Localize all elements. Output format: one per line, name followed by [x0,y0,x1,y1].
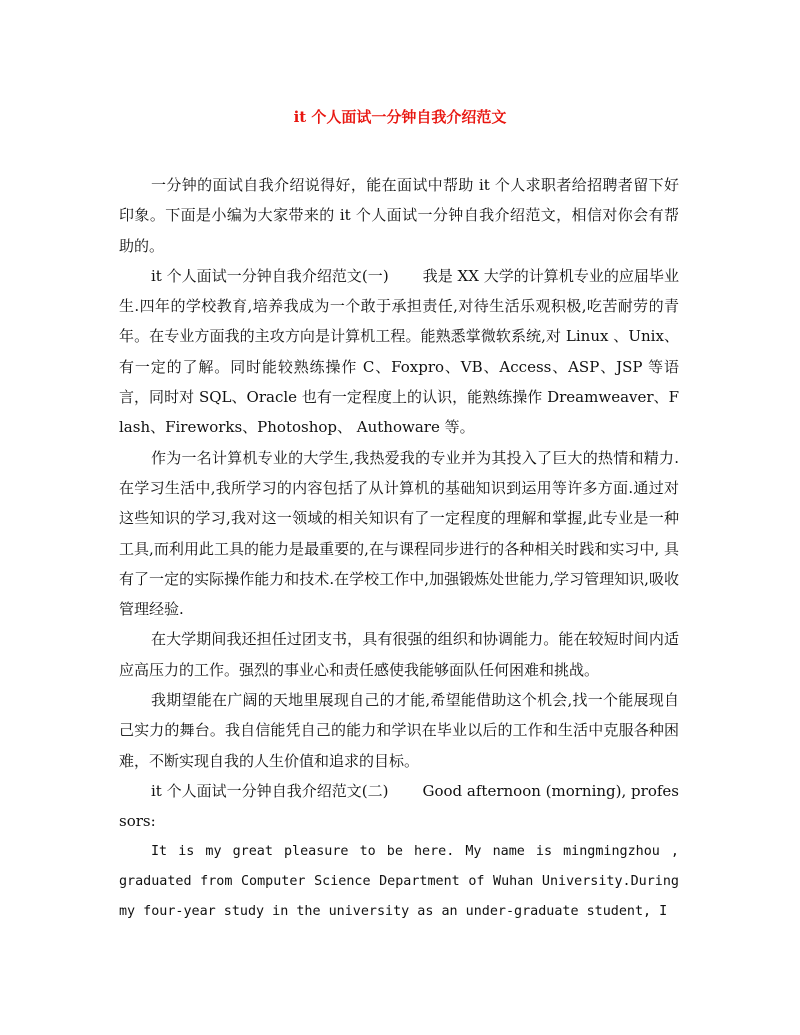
english-text: It is my great pleasure to be here. My name is mingmingzhou , graduated from Computer Science Department of Wuhan University.During my four-year study in the university as an under-graduate student, I [119,843,679,920]
document-body [119,170,679,927]
hope-text: 我期望能在广阔的天地里展现自己的才能,希望能借助这个机会,找一个能展现自己实力的舞台。我自信能凭自己的能力和学识在毕业以后的工作和生活中克服各种困难，不断实现自我的人生价值和追求的目标。 [119,691,679,770]
study-paragraph [119,443,679,625]
college-paragraph [119,624,679,685]
english-paragraph [119,837,679,928]
sample-two-paragraph [119,776,679,837]
sample-one-paragraph [119,261,679,443]
sample-one-heading: it 个人面试一分钟自我介绍范文(一) [151,266,389,285]
sample-one-text: 我是 XX 大学的计算机专业的应届毕业生.四年的学校教育,培养我成为一个敢于承担责任,对待生活乐观积极,吃苦耐劳的青年。在专业方面我的主攻方向是计算机工程。能熟悉掌微软系统,对 Linux 、Unix、有一定的了解。同时能较熟练操作 C、Foxpro、VB、Access、ASP、JSP 等语言，同时对 SQL、Oracle 也有一定程度上的认识，能熟练操作 Dreamweaver、Flash、Fireworks、Photoshop、 Authoware 等。 [119,266,679,437]
sample-two-heading: it 个人面试一分钟自我介绍范文(二) [151,781,389,800]
study-text: 作为一名计算机专业的大学生,我热爱我的专业并为其投入了巨大的热情和精力. 在学习生活中,我所学习的内容包括了从计算机的基础知识到运用等许多方面.通过对这些知识的学习,我对这一领域的相关知识有了一定程度的理解和掌握,此专业是一种工具,而利用此工具的能力是最重要的,在与课程同步进行的各种相关时践和实习中, 具有了一定的实际操作能力和技术.在学校工作中,加强锻炼处世能力,学习管理知识,吸收管理经验. [119,448,679,619]
document-title: it 个人面试一分钟自我介绍范文 [293,108,507,126]
college-text: 在大学期间我还担任过团支书，具有很强的组织和协调能力。能在较短时间内适应高压力的工作。强烈的事业心和责任感使我能够面队任何困难和挑战。 [119,630,679,679]
hope-paragraph [119,685,679,776]
greeting-text: Good afternoon (morning), professors: [119,781,679,831]
intro-text: 一分钟的面试自我介绍说得好，能在面试中帮助 it 个人求职者给招聘者留下好印象。下面是小编为大家带来的 it 个人面试一分钟自我介绍范文，相信对你会有帮助的。 [119,176,679,255]
intro-paragraph [119,170,679,261]
